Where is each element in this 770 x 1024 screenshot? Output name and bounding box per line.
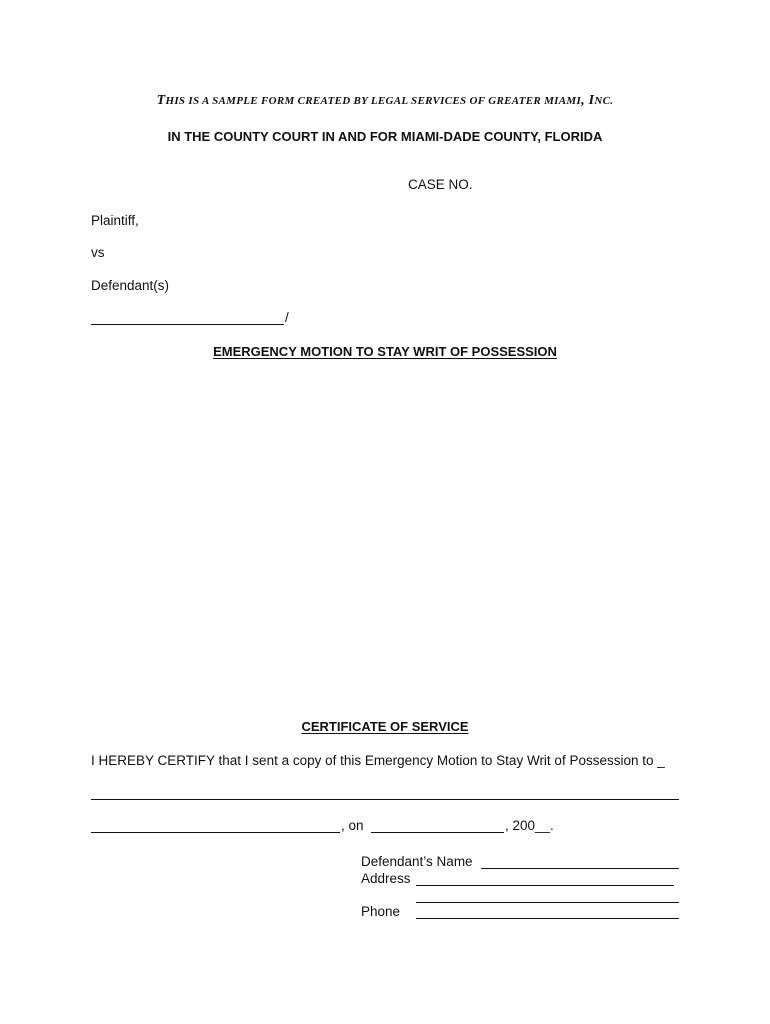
date-line[interactable]	[371, 832, 504, 833]
sample-note-text: HIS IS A SAMPLE FORM CREATED BY LEGAL SERVICES OF GREATER MIAMI	[165, 95, 582, 107]
certificate-title: CERTIFICATE OF SERVICE	[301, 719, 469, 734]
phone-line[interactable]	[416, 918, 679, 919]
defendant-name-line[interactable]	[481, 868, 679, 869]
defendant-name-label: Defendant’s Name	[361, 854, 473, 869]
plaintiff-label: Plaintiff,	[91, 213, 139, 228]
on-label: , on	[341, 818, 364, 833]
certificate-statement: I HEREBY CERTIFY that I sent a copy of this Emergency Motion to Stay Writ of Possession to _	[91, 753, 665, 768]
sample-note-inc: NC.	[594, 95, 614, 107]
address-label: Address	[361, 871, 411, 886]
motion-body-area[interactable]	[91, 372, 679, 702]
court-title: IN THE COUNTY COURT IN AND FOR MIAMI-DADE COUNTY, FLORIDA	[167, 129, 603, 144]
sample-note-initial: T	[156, 93, 166, 108]
sample-note-comma: ,	[581, 93, 589, 108]
phone-label: Phone	[361, 904, 401, 919]
address-line-2[interactable]	[416, 902, 679, 903]
sample-form-note	[0, 93, 770, 109]
caption-slash: /	[285, 310, 289, 325]
recipient-line[interactable]	[91, 799, 679, 800]
year-label: , 200__.	[505, 818, 554, 833]
vs-label: vs	[91, 245, 105, 260]
motion-title: EMERGENCY MOTION TO STAY WRIT OF POSSESSION	[213, 344, 557, 359]
recipient-address-line[interactable]	[91, 832, 340, 833]
defendant-label: Defendant(s)	[91, 278, 170, 293]
sample-note-inc-initial: I	[588, 93, 595, 108]
address-line[interactable]	[416, 885, 674, 886]
caption-underline	[91, 324, 284, 325]
case-number-label: CASE NO.	[408, 177, 473, 192]
